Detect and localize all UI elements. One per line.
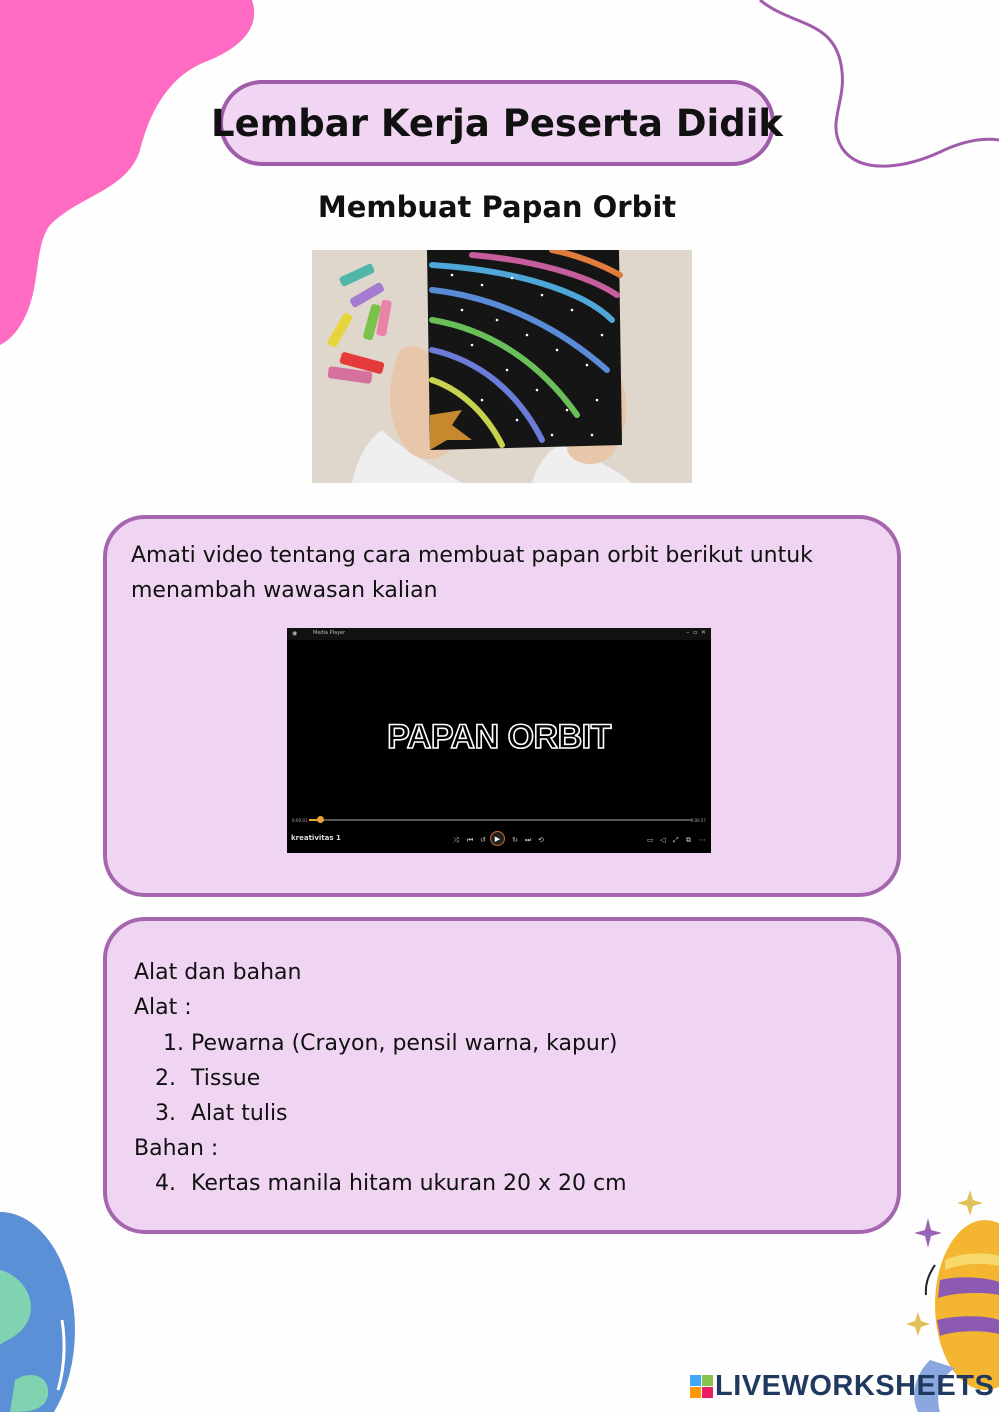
- volume-icon[interactable]: ◁: [660, 836, 666, 844]
- video-progress-bar[interactable]: [309, 819, 691, 821]
- sparkle-purple: [914, 1218, 942, 1248]
- shuffle-icon[interactable]: ⤨: [453, 836, 459, 844]
- previous-icon[interactable]: ⏮: [467, 836, 474, 844]
- rewind-icon[interactable]: ↺: [480, 836, 486, 844]
- liveworksheets-logo-icon: [690, 1375, 713, 1398]
- list-item-label: Pewarna (Crayon, pensil warna, kapur): [191, 1031, 618, 1056]
- alat-label: Alat :: [134, 995, 192, 1020]
- page-subtitle: Membuat Papan Orbit: [317, 190, 677, 224]
- video-instruction-text: Amati video tentang cara membuat papan orbit berikut untuk menambah wawasan kalian: [131, 543, 813, 603]
- list-item-label: Kertas manila hitam ukuran 20 x 20 cm: [191, 1171, 627, 1196]
- video-titlebar: [287, 628, 711, 640]
- list-item: [155, 1061, 260, 1096]
- watermark-text: LIVEWORKSHEETS: [715, 1370, 995, 1402]
- materials-heading: Alat dan bahan: [134, 960, 302, 985]
- list-item: [155, 1026, 618, 1061]
- miniplayer-icon[interactable]: ⧉: [686, 836, 691, 844]
- liveworksheets-watermark: [690, 1370, 994, 1403]
- title-banner: [211, 80, 783, 166]
- video-progress-knob[interactable]: [317, 816, 324, 823]
- next-icon[interactable]: ⏭: [525, 836, 532, 844]
- media-player-title: Media Player: [313, 630, 346, 636]
- orbit-board-photo: [312, 250, 692, 483]
- captions-icon[interactable]: ▭: [647, 836, 654, 844]
- list-item-number: 4.: [155, 1171, 176, 1196]
- list-item-label: Alat tulis: [191, 1101, 288, 1126]
- video-time-total: 0:00:27: [690, 818, 706, 823]
- more-options-icon[interactable]: ⋯: [699, 836, 706, 844]
- planet-earth-decoration: [0, 1212, 75, 1412]
- bahan-label: Bahan :: [134, 1136, 219, 1161]
- video-time-elapsed: 0:00:01: [292, 818, 308, 823]
- play-button[interactable]: [490, 831, 505, 846]
- list-item-number: 2.: [155, 1066, 176, 1091]
- video-title-frame: PAPAN ORBIT: [387, 718, 611, 756]
- fullscreen-icon[interactable]: ⤢: [673, 836, 679, 844]
- list-item-label: Tissue: [191, 1066, 261, 1091]
- repeat-icon[interactable]: ⟲: [538, 836, 544, 844]
- list-item-number: 1.: [163, 1031, 184, 1056]
- media-player-icon: ◉: [292, 630, 298, 637]
- play-icon: ▶: [494, 834, 501, 843]
- window-controls-icon[interactable]: – ▫ ✕: [686, 629, 706, 636]
- forward-icon[interactable]: ↻: [512, 836, 518, 844]
- pink-blob-shape: [0, 0, 254, 345]
- list-item: [155, 1096, 288, 1131]
- list-item: [155, 1166, 627, 1201]
- purple-wave-line: [760, 0, 999, 166]
- video-file-label: kreativitas 1: [291, 834, 341, 842]
- list-item-number: 3.: [155, 1101, 176, 1126]
- video-player[interactable]: [287, 628, 711, 853]
- page-title: Lembar Kerja Peserta Didik: [211, 101, 783, 145]
